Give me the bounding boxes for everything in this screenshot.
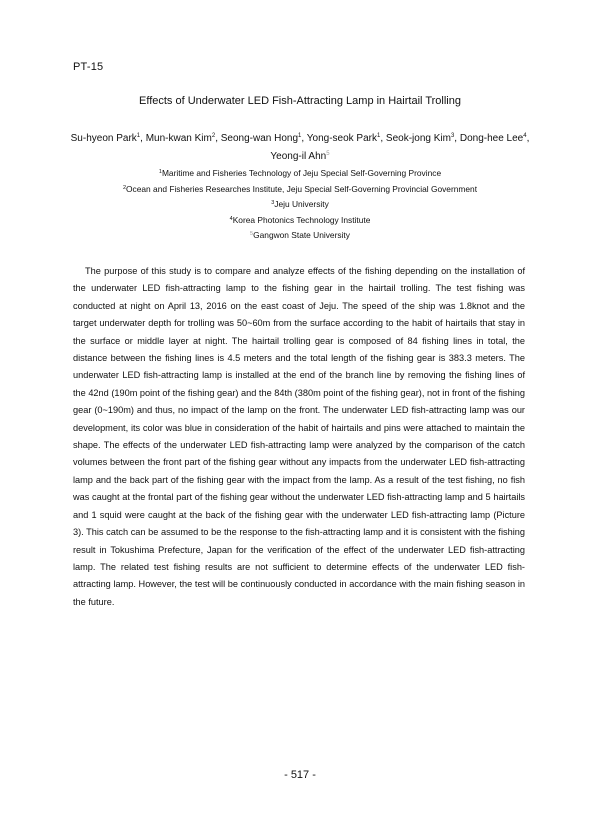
author-name: Mun-kwan Kim [145,133,212,144]
affiliation-sup: 4 [229,215,233,222]
author-sup: 1 [377,133,381,139]
affiliation-text: Korea Photonics Technology Institute [232,214,371,225]
author-name: Yong-seok Park [306,133,377,144]
affiliation-text: Ocean and Fisheries Researches Institute, Jeju Special Self-Governing Provincial Government [126,183,478,194]
author-sup: 1 [136,133,141,139]
author-name: Seong-wan Hong [220,133,299,144]
author-list: Su-hyeon Park$^1$, Mun-kwan Kim$^2$, Seong-wan Hong$^1$, Yong-seok Park$^1$, Seok-jong Kim$^3$, Dong-hee Lee$^4$, Yeong-il Ahn$^5$ [70,133,530,162]
paper-code: PT-15 [73,61,104,73]
author-sup: 1 [298,133,302,139]
affiliation-text: Jeju University [274,199,329,210]
affiliation [60,182,540,198]
author-sup: 2 [211,133,216,139]
abstract-paragraph: The purpose of this study is to compare and analyze effects of the fishing depending on the installation of the underwater LED fish-attracting lamp to the fishing gear in the hairtail trolling. The test fishing was conducted at night on April 13, 2016 on the east coast of Jeju. The speed of the ship was 1.8knot and the target underwater depth for trolling was 50~60m from the surface according to the habit of hairtails that stay in the surface or middle layer at night. The hairtail trolling gear is composed of 84 fishing lines in total, the distance between the fishing lines is 4.5 meters and the total length of the fishing gear is 383.3 meters. The underwater LED fish-attracting lamp is installed at the end of the branch line by removing the fishing lines of the 42nd (190m point of the fishing gear) and the 84th (380m point of the fishing gear), not in front of the fishing gear (0~190m) and thus, no impact of the lamp on the front. The underwater LED fish-attracting lamp was our development, its color was blue in consideration of the habit of hairtails and pins were attached to maintain the shape. The effects of the underwater LED fish-attracting lamp were analyzed by the comparison of the catch volumes between the front part of the fishing gear without any impacts from the underwater LED fish-attracting lamp and the back part of the fishing gear with the impact from the lamp. As a result of the test fishing, no fish was caught at the frontal part of the fishing gear without the underwater LED fish-attracting lamp and 5 hairtails and 1 squid were caught at the back of the fishing gear with the underwater LED fish-attracting lamp (Picture 3). This catch can be assumed to be the response to the fish-attracting lamp and it is consistent with the fishing result in Tokushima Prefecture, Japan for the verification of the effect of the underwater LED fish-attracting lamp. The related test fishing results are not sufficient to determine effects of the underwater LED fish-attracting lamp. However, the test will be continuously conducted in accordance with the main fishing season in the future. [73,266,526,607]
page-number: - 517 - [284,769,316,781]
affiliation [60,197,540,213]
affiliation-text: Gangwon State University [253,230,350,241]
author-name: Yeong-il Ahn [270,151,327,162]
author-sup: 3 [450,133,455,139]
affiliation [60,166,540,182]
affiliation-sup: 5 [250,231,254,238]
author-name: Su-hyeon Park [70,133,137,144]
affiliation [60,213,540,229]
author-name: Dong-hee Lee [459,133,524,144]
affiliation-sup: 2 [122,184,127,191]
affiliation-sup: 1 [158,169,162,175]
author-name: Seok-jong Kim [385,133,451,144]
affiliation-sup: 3 [271,200,275,207]
author-sup: 5 [326,151,330,157]
affiliation-text: Maritime and Fisheries Technology of Jeju Special Self-Governing Province [161,168,442,178]
affiliation-list [60,166,540,244]
paper-title: Effects of Underwater LED Fish-Attracting Lamp in Hairtail Trolling [139,95,461,107]
author-sup: 4 [523,133,527,139]
affiliation [60,228,540,244]
